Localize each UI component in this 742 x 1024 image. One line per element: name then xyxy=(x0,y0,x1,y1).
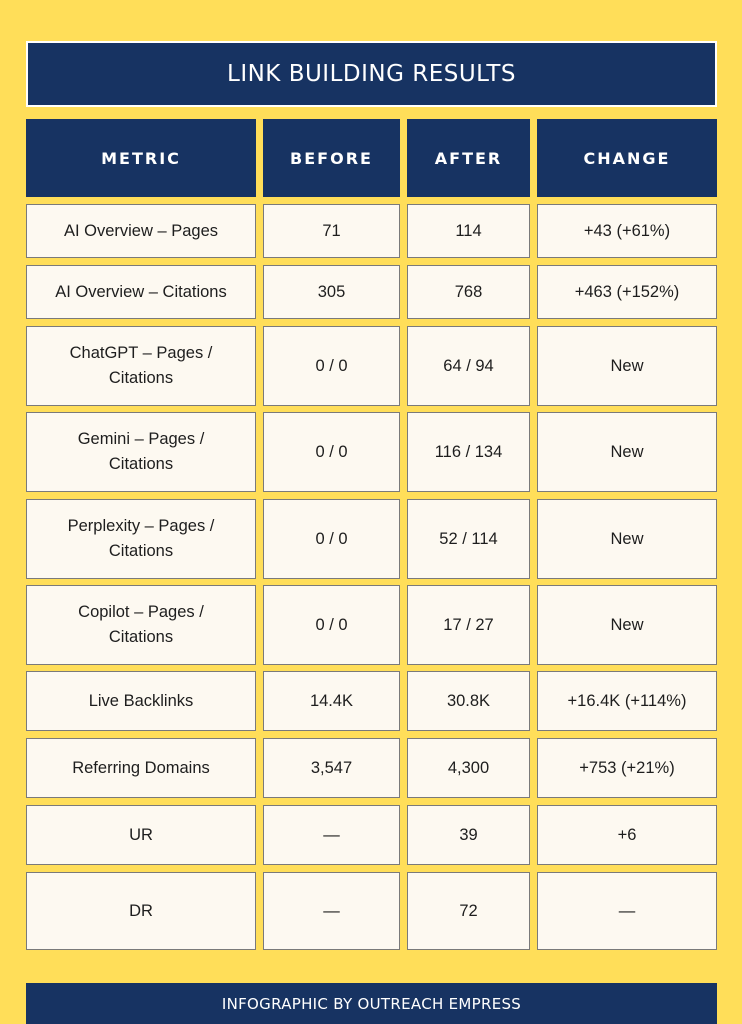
metric-cell: UR xyxy=(26,805,256,865)
before-cell: 14.4K xyxy=(263,671,400,731)
before-cell: 0 / 0 xyxy=(263,585,400,665)
metric-cell: Referring Domains xyxy=(26,738,256,798)
after-cell: 768 xyxy=(407,265,530,319)
change-cell: New xyxy=(537,412,717,492)
header-metric: METRIC xyxy=(26,119,256,197)
before-cell: — xyxy=(263,872,400,950)
footer-banner xyxy=(26,983,717,1024)
before-cell: 0 / 0 xyxy=(263,499,400,579)
metric-cell: AI Overview – Pages xyxy=(26,204,256,258)
change-cell: New xyxy=(537,499,717,579)
change-cell: +43 (+61%) xyxy=(537,204,717,258)
before-cell: 71 xyxy=(263,204,400,258)
before-cell: 305 xyxy=(263,265,400,319)
change-cell: +753 (+21%) xyxy=(537,738,717,798)
header-before: BEFORE xyxy=(263,119,400,197)
before-cell: 0 / 0 xyxy=(263,326,400,406)
metric-cell: DR xyxy=(26,872,256,950)
change-cell: +16.4K (+114%) xyxy=(537,671,717,731)
metric-cell: ChatGPT – Pages / Citations xyxy=(26,326,256,406)
metric-cell: Copilot – Pages / Citations xyxy=(26,585,256,665)
metric-cell: AI Overview – Citations xyxy=(26,265,256,319)
change-cell: +463 (+152%) xyxy=(537,265,717,319)
metric-cell: Gemini – Pages / Citations xyxy=(26,412,256,492)
after-cell: 30.8K xyxy=(407,671,530,731)
change-cell: New xyxy=(537,326,717,406)
after-cell: 52 / 114 xyxy=(407,499,530,579)
after-cell: 39 xyxy=(407,805,530,865)
change-cell: +6 xyxy=(537,805,717,865)
after-cell: 72 xyxy=(407,872,530,950)
page-title: LINK BUILDING RESULTS xyxy=(227,61,516,87)
after-cell: 4,300 xyxy=(407,738,530,798)
before-cell: 0 / 0 xyxy=(263,412,400,492)
after-cell: 114 xyxy=(407,204,530,258)
before-cell: — xyxy=(263,805,400,865)
title-banner xyxy=(26,41,717,107)
metric-cell: Live Backlinks xyxy=(26,671,256,731)
before-cell: 3,547 xyxy=(263,738,400,798)
metric-cell: Perplexity – Pages / Citations xyxy=(26,499,256,579)
change-cell: — xyxy=(537,872,717,950)
header-change: CHANGE xyxy=(537,119,717,197)
header-after: AFTER xyxy=(407,119,530,197)
after-cell: 116 / 134 xyxy=(407,412,530,492)
after-cell: 17 / 27 xyxy=(407,585,530,665)
change-cell: New xyxy=(537,585,717,665)
footer-credit: INFOGRAPHIC BY OUTREACH EMPRESS xyxy=(221,994,522,1013)
after-cell: 64 / 94 xyxy=(407,326,530,406)
